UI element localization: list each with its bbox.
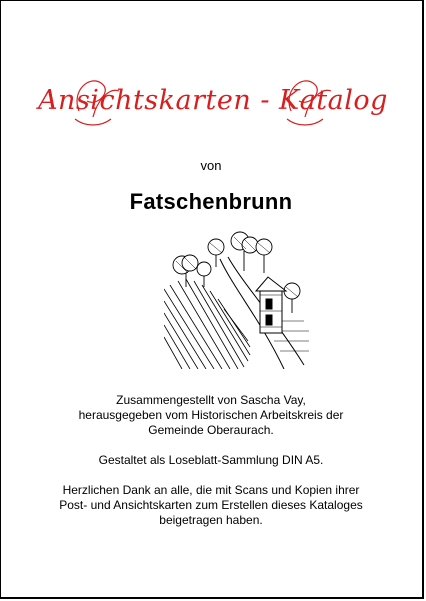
thanks-line: beigetragen haben. <box>159 513 263 527</box>
thanks-paragraph <box>1 483 421 528</box>
thanks-line: Herzlichen Dank an alle, die mit Scans und Kopien ihrer <box>62 483 360 497</box>
credits-line: Zusammengestellt von Sascha Vay, <box>116 393 306 407</box>
credits-line: herausgegeben vom Historischen Arbeitskreis der <box>78 408 344 422</box>
catalog-title-lettering <box>1 61 421 141</box>
credits-line: Gemeinde Oberaurach. <box>148 423 274 437</box>
catalog-title <box>1 61 421 141</box>
place-name: Fatschenbrunn <box>129 189 293 214</box>
village-tower-trees-icon <box>164 229 309 369</box>
thanks-line: Post- und Ansichtskarten zum Erstellen dieses Kataloges <box>59 498 363 512</box>
from-label: von <box>200 158 222 173</box>
village-illustration <box>164 229 309 369</box>
format-note: Gestaltet als Loseblatt-Sammlung DIN A5. <box>98 453 324 467</box>
catalog-title-text: Ansichtskarten - Katalog <box>38 85 388 116</box>
credits-paragraph <box>1 393 421 438</box>
